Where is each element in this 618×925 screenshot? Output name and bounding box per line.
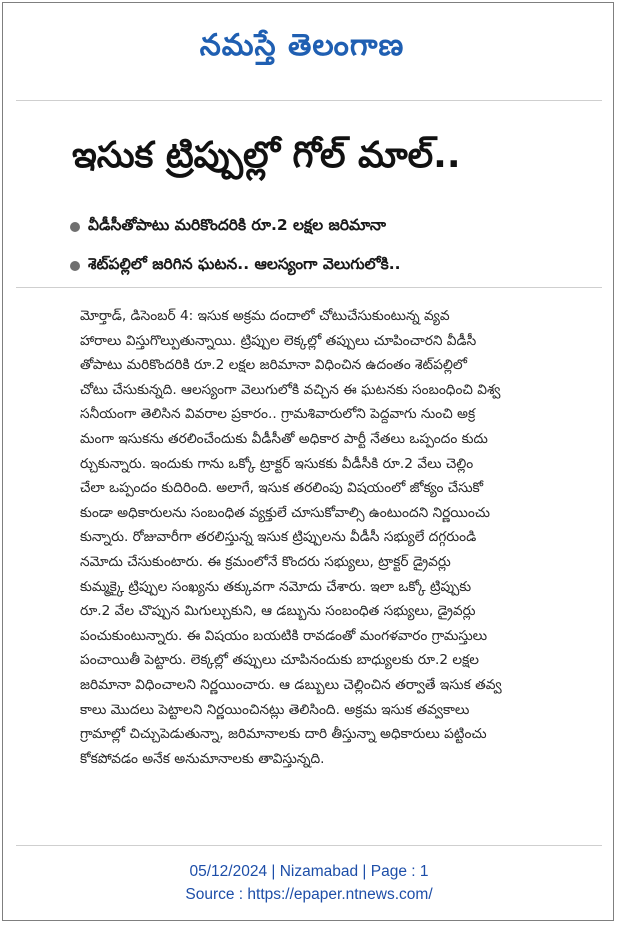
body-line: హారాలు విస్తుగొల్పుతున్నాయి. ట్రిప్పుల లెక్కల్లో తప్పులు చూపించారని వీడీసీ bbox=[80, 332, 477, 349]
body-line: మోర్తాడ్, డిసెంబర్ 4: ఇసుక అక్రమ దందాలో చోటుచేసుకుంటున్న వ్యవ bbox=[80, 308, 450, 324]
body-line: పంచుకుంటున్నారు. ఈ విషయం బయటికి రావడంతో మంగళవారం గ్రామస్తులు bbox=[80, 627, 488, 644]
subheadline-2 bbox=[70, 252, 610, 280]
newspaper-masthead: నమస్తే తెలంగాణ bbox=[199, 28, 405, 63]
bullet-icon bbox=[70, 222, 80, 232]
article-body bbox=[80, 304, 594, 834]
body-line: నమోదు చేసుకుంటారు. ఈ క్రమంలోనే కొందరు సభ్యులు, ట్రాక్టర్ డ్రైవర్లు bbox=[80, 553, 451, 570]
masthead-divider bbox=[16, 100, 602, 101]
body-line: గ్రామాల్లో చిచ్చుపెడుతున్నా, జరిమానాలకు దారి తీస్తున్నా అధికారులు పట్టించు bbox=[80, 726, 487, 743]
body-line: తోపాటు మరికొందరికి రూ.2 లక్షల జరిమానా విధించిన ఉదంతం శెట్‌పల్లిలో bbox=[80, 357, 467, 374]
body-line: జరిమానా విధించాలని నిర్ణయించారు. ఆ డబ్బులు చెల్లించిన తర్వాతే ఇసుక తవ్వ bbox=[80, 676, 502, 693]
body-line: చేలా ఒప్పందం కుదిరింది. అలాగే, ఇసుక తరలింపు విషయంలో జోక్యం చేసుకో bbox=[80, 480, 484, 497]
body-line: మంగా ఇసుకను తరలించేందుకు వీడీసీతో అధికార పార్టీ నేతలు ఒప్పందం కుదు bbox=[80, 430, 488, 447]
body-line: కున్నారు. రోజువారీగా తరలిస్తున్న ఇసుక ట్రిప్పులను వీడీసీ సభ్యులే దగ్గరుండి bbox=[80, 529, 477, 546]
body-line: పంచాయితీ పెట్టారు. లెక్కల్లో తప్పులు చూపినందుకు బాధ్యులకు రూ.2 లక్షల bbox=[80, 652, 479, 669]
headline-divider bbox=[16, 287, 602, 288]
footer-divider bbox=[16, 845, 602, 846]
body-line: రూ.2 వేల చొప్పున మిగుల్చుకుని, ఆ డబ్బును సంబంధిత సభ్యులు, డ్రైవర్లు bbox=[80, 603, 476, 620]
body-line: సనీయంగా తెలిసిన వివరాల ప్రకారం.. గ్రామశివారులోని పెద్దవాగు నుంచి అక్ర bbox=[80, 406, 476, 423]
body-line: కుమ్మక్కై ట్రిప్పుల సంఖ్యను తక్కువగా నమోదు చేశారు. ఇలా ఒక్కో ట్రిప్పుకు bbox=[80, 578, 472, 595]
body-line: కోకపోవడం అనేక అనుమానాలకు తావిస్తున్నది. bbox=[80, 750, 325, 767]
subheadline-text: వీడీసీతోపాటు మరికొందరికి రూ.2 లక్షల జరిమానా bbox=[88, 216, 387, 234]
body-line: కుండా అధికారులను సంబంధిత వ్యక్తులే చూసుకోవాల్సి ఉంటుందని నిర్ణయించు bbox=[80, 504, 490, 521]
footer-source: Source : https://epaper.ntnews.com/ bbox=[185, 886, 433, 903]
body-line: కాలు మొదలు పెట్టాలని నిర్ణయించినట్లు తెలిసింది. అక్రమ ఇసుక తవ్వకాలు bbox=[80, 701, 470, 718]
article-headline: ఇసుక ట్రిప్పుల్లో గోల్ మాల్.. bbox=[72, 135, 461, 176]
subheadline-text: శెట్‌పల్లిలో జరిగిన ఘటన.. ఆలస్యంగా వెలుగులోకి.. bbox=[88, 255, 401, 273]
subheadline-1 bbox=[70, 213, 610, 241]
body-line: చోటు చేసుకున్నది. ఆలస్యంగా వెలుగులోకి వచ్చిన ఈ ఘటనకు సంబంధించి విశ్వ bbox=[80, 381, 501, 398]
footer-dateline: 05/12/2024 | Nizamabad | Page : 1 bbox=[189, 863, 429, 880]
bullet-icon bbox=[70, 261, 80, 271]
body-line: ర్చుకున్నారు. ఇందుకు గాను ఒక్కో ట్రాక్టర్ ఇసుకకు వీడీసీకి రూ.2 వేలు చెల్లిం bbox=[80, 455, 474, 472]
